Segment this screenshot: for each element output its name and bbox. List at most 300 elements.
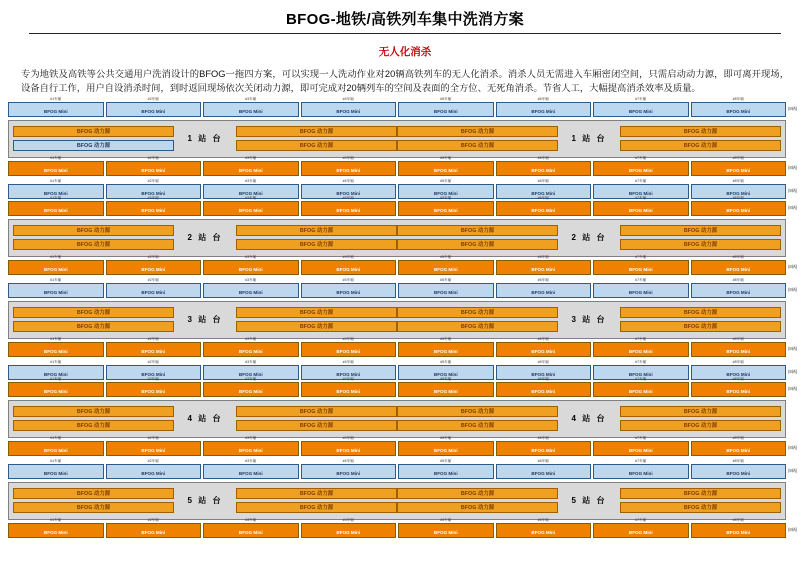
train-car: [8, 336, 104, 357]
train-car: [301, 96, 397, 117]
car-device-label: BFOG Mini: [531, 167, 556, 173]
power-column: [397, 486, 558, 516]
platform-name: 5 站 台: [187, 496, 223, 506]
car-device-label: BFOG Mini: [726, 207, 751, 213]
train-left: [8, 458, 786, 479]
car-device-label: BFOG Mini: [726, 289, 751, 295]
car-number: #5车厢: [440, 359, 452, 364]
train-car: [203, 458, 299, 479]
train-row-tag: (8辆): [788, 188, 798, 194]
car-number: #5车厢: [440, 96, 452, 101]
train-car: [301, 277, 397, 298]
train-row-tag: (8辆): [788, 287, 798, 293]
car-number: #2车厢: [147, 178, 159, 183]
train-left: [8, 195, 786, 216]
car-device-label: BFOG Mini: [628, 190, 653, 196]
car-device-label: BFOG Mini: [336, 108, 361, 114]
car-device-label: BFOG Mini: [141, 207, 166, 213]
train-car: [301, 336, 397, 357]
train-left: [8, 155, 786, 176]
power-source-bar: BFOG 动力源: [13, 321, 174, 332]
car-number: #1车厢: [50, 435, 62, 440]
train-left: [8, 517, 786, 538]
car-number: #3车厢: [245, 254, 257, 259]
car-device-label: BFOG Mini: [238, 167, 263, 173]
train-car: [203, 155, 299, 176]
car-device-label: BFOG Mini: [531, 108, 556, 114]
car-number: #7车厢: [635, 359, 647, 364]
platform-half-right: [397, 223, 781, 253]
power-source-bar: BFOG 动力源: [620, 140, 781, 151]
train-row: [8, 254, 804, 275]
car-device-label: BFOG Mini: [433, 447, 458, 453]
power-source-bar: BFOG 动力源: [397, 126, 558, 137]
car-device-label: BFOG Mini: [336, 207, 361, 213]
car-number: #5车厢: [440, 277, 452, 282]
power-column: [236, 223, 397, 253]
car-device-label: BFOG Mini: [726, 447, 751, 453]
train-car: [496, 195, 592, 216]
train-row: [8, 435, 804, 456]
car-device-label: BFOG Mini: [238, 348, 263, 354]
car-number: #4车厢: [342, 376, 354, 381]
train-car: [203, 376, 299, 397]
car-device-label: BFOG Mini: [726, 190, 751, 196]
car-number: #4车厢: [342, 254, 354, 259]
car-device-label: BFOG Mini: [531, 190, 556, 196]
car-device-label: BFOG Mini: [238, 371, 263, 377]
car-device-label: BFOG Mini: [433, 289, 458, 295]
train-car: [496, 517, 592, 538]
car-number: #3车厢: [245, 376, 257, 381]
car-number: #7车厢: [635, 376, 647, 381]
car-number: #6车厢: [537, 336, 549, 341]
car-number: #2车厢: [147, 254, 159, 259]
car-number: #1车厢: [50, 254, 62, 259]
train-car: [593, 155, 689, 176]
platform-row: [8, 482, 804, 520]
train-car: [496, 458, 592, 479]
train-car: [8, 254, 104, 275]
train-car: [691, 517, 787, 538]
train-car: [398, 517, 494, 538]
train-car: [106, 96, 202, 117]
train-car: [593, 254, 689, 275]
car-device-label: BFOG Mini: [433, 371, 458, 377]
power-source-bar: BFOG 动力源: [397, 488, 558, 499]
power-column: [13, 223, 174, 253]
power-source-bar: BFOG 动力源: [13, 502, 174, 513]
power-source-bar: BFOG 动力源: [620, 420, 781, 431]
car-device-label: BFOG Mini: [43, 447, 68, 453]
train-car: [8, 435, 104, 456]
car-number: #1车厢: [50, 458, 62, 463]
train-row-tag: (8辆): [788, 468, 798, 474]
train-car: [106, 458, 202, 479]
car-number: #7车厢: [635, 96, 647, 101]
car-number: #8车厢: [732, 458, 744, 463]
power-source-bar: BFOG 动力源: [620, 239, 781, 250]
car-number: #3车厢: [245, 435, 257, 440]
car-device-label: BFOG Mini: [141, 266, 166, 272]
train-car: [301, 517, 397, 538]
train-car: [691, 96, 787, 117]
platform-half-right: [397, 124, 781, 154]
train-car: [593, 96, 689, 117]
car-number: #8车厢: [732, 195, 744, 200]
power-column: [397, 124, 558, 154]
car-device-label: BFOG Mini: [531, 289, 556, 295]
car-number: #4车厢: [342, 155, 354, 160]
car-device-label: BFOG Mini: [141, 167, 166, 173]
train-row-tag: (8辆): [788, 346, 798, 352]
train-row: [8, 277, 804, 298]
power-source-bar: BFOG 动力源: [236, 307, 397, 318]
car-device-label: BFOG Mini: [628, 207, 653, 213]
platform-name: 5 站 台: [571, 496, 607, 506]
car-number: #7车厢: [635, 277, 647, 282]
train-car: [496, 277, 592, 298]
car-number: #4车厢: [342, 435, 354, 440]
car-device-label: BFOG Mini: [628, 108, 653, 114]
car-number: #8车厢: [732, 254, 744, 259]
platform-block: [8, 400, 786, 438]
train-car: [301, 195, 397, 216]
car-number: #8车厢: [732, 359, 744, 364]
platform-name: 2 站 台: [187, 233, 223, 243]
car-device-label: BFOG Mini: [628, 529, 653, 535]
train-car: [593, 195, 689, 216]
train-car: [301, 458, 397, 479]
train-row-tag: (8辆): [788, 527, 798, 533]
car-number: #6车厢: [537, 359, 549, 364]
power-column: [620, 223, 781, 253]
platform-row: [8, 400, 804, 438]
car-device-label: BFOG Mini: [726, 348, 751, 354]
train-car: [8, 96, 104, 117]
train-car: [398, 96, 494, 117]
train-car: [691, 277, 787, 298]
car-device-label: BFOG Mini: [433, 190, 458, 196]
train-row: [8, 376, 804, 397]
car-number: #6车厢: [537, 96, 549, 101]
power-source-bar: BFOG 动力源: [236, 406, 397, 417]
train-car: [496, 254, 592, 275]
train-car: [106, 336, 202, 357]
car-device-label: BFOG Mini: [141, 388, 166, 394]
train-car: [691, 254, 787, 275]
car-number: #5车厢: [440, 336, 452, 341]
car-device-label: BFOG Mini: [628, 266, 653, 272]
car-number: #1车厢: [50, 195, 62, 200]
train-car: [301, 435, 397, 456]
car-number: #7车厢: [635, 458, 647, 463]
train-car: [106, 517, 202, 538]
car-number: #7车厢: [635, 178, 647, 183]
car-number: #1车厢: [50, 277, 62, 282]
train-car: [301, 254, 397, 275]
train-car: [593, 277, 689, 298]
train-car: [203, 254, 299, 275]
car-device-label: BFOG Mini: [238, 447, 263, 453]
power-source-bar: BFOG 动力源: [236, 502, 397, 513]
car-device-label: BFOG Mini: [726, 266, 751, 272]
car-device-label: BFOG Mini: [628, 289, 653, 295]
power-column: [620, 305, 781, 335]
car-number: #3车厢: [245, 195, 257, 200]
platform-name: 4 站 台: [187, 414, 223, 424]
power-source-bar: BFOG 动力源: [397, 321, 558, 332]
car-number: #4车厢: [342, 178, 354, 183]
train-row-tag: (8辆): [788, 445, 798, 451]
train-car: [203, 336, 299, 357]
train-car: [691, 336, 787, 357]
platform-half-right: [397, 486, 781, 516]
car-device-label: BFOG Mini: [531, 348, 556, 354]
car-number: #1车厢: [50, 336, 62, 341]
car-device-label: BFOG Mini: [336, 529, 361, 535]
car-device-label: BFOG Mini: [433, 108, 458, 114]
power-source-bar: BFOG 动力源: [13, 488, 174, 499]
car-device-label: BFOG Mini: [336, 190, 361, 196]
train-car: [398, 376, 494, 397]
car-device-label: BFOG Mini: [43, 371, 68, 377]
car-number: #8车厢: [732, 155, 744, 160]
train-car: [593, 376, 689, 397]
title-divider: [29, 33, 781, 34]
train-car: [496, 435, 592, 456]
train-row: [8, 195, 804, 216]
car-device-label: BFOG Mini: [726, 470, 751, 476]
car-number: #1车厢: [50, 517, 62, 522]
platform-name: 4 站 台: [571, 414, 607, 424]
car-device-label: BFOG Mini: [43, 207, 68, 213]
car-number: #5车厢: [440, 178, 452, 183]
train-row: [8, 458, 804, 479]
platform-block: [8, 219, 786, 257]
car-device-label: BFOG Mini: [531, 529, 556, 535]
car-number: #4车厢: [342, 277, 354, 282]
platform-name: 1 站 台: [187, 134, 223, 144]
power-source-bar: BFOG 动力源: [620, 307, 781, 318]
car-number: #6车厢: [537, 376, 549, 381]
platform-row: [8, 120, 804, 158]
car-device-label: BFOG Mini: [43, 289, 68, 295]
power-source-bar: BFOG 动力源: [13, 307, 174, 318]
car-device-label: BFOG Mini: [531, 388, 556, 394]
car-device-label: BFOG Mini: [628, 447, 653, 453]
power-source-bar: BFOG 动力源: [397, 406, 558, 417]
power-source-bar: BFOG 动力源: [236, 239, 397, 250]
train-car: [203, 195, 299, 216]
platform-half-right: [397, 305, 781, 335]
car-number: #7车厢: [635, 155, 647, 160]
train-row-tag: (8辆): [788, 386, 798, 392]
power-source-bar: BFOG 动力源: [620, 321, 781, 332]
car-device-label: BFOG Mini: [141, 348, 166, 354]
power-source-bar: BFOG 动力源: [13, 126, 174, 137]
car-number: #5车厢: [440, 195, 452, 200]
train-left: [8, 376, 786, 397]
train-row: [8, 155, 804, 176]
car-number: #6车厢: [537, 254, 549, 259]
platform-half-left: [13, 124, 397, 154]
train-row: [8, 96, 804, 117]
car-number: #4车厢: [342, 195, 354, 200]
power-column: [13, 124, 174, 154]
platform-name: 1 站 台: [571, 134, 607, 144]
car-device-label: BFOG Mini: [433, 167, 458, 173]
car-number: #3车厢: [245, 178, 257, 183]
car-device-label: BFOG Mini: [531, 371, 556, 377]
car-device-label: BFOG Mini: [336, 266, 361, 272]
car-device-label: BFOG Mini: [726, 388, 751, 394]
train-car: [398, 195, 494, 216]
car-device-label: BFOG Mini: [433, 207, 458, 213]
train-car: [106, 376, 202, 397]
power-column: [620, 486, 781, 516]
car-number: #2车厢: [147, 155, 159, 160]
car-device-label: BFOG Mini: [43, 388, 68, 394]
car-number: #3车厢: [245, 458, 257, 463]
train-left: [8, 277, 786, 298]
power-source-bar: BFOG 动力源: [236, 420, 397, 431]
car-number: #6车厢: [537, 458, 549, 463]
platform-name: 3 站 台: [187, 315, 223, 325]
power-source-bar: BFOG 动力源: [397, 225, 558, 236]
power-source-bar: BFOG 动力源: [236, 321, 397, 332]
train-car: [398, 336, 494, 357]
car-device-label: BFOG Mini: [336, 371, 361, 377]
car-device-label: BFOG Mini: [43, 529, 68, 535]
car-device-label: BFOG Mini: [141, 529, 166, 535]
car-device-label: BFOG Mini: [433, 470, 458, 476]
car-device-label: BFOG Mini: [726, 167, 751, 173]
power-source-bar: BFOG 动力源: [236, 225, 397, 236]
car-number: #4车厢: [342, 336, 354, 341]
train-car: [203, 517, 299, 538]
train-row-tag: (8辆): [788, 165, 798, 171]
train-car: [593, 336, 689, 357]
power-column: [236, 486, 397, 516]
car-number: #8车厢: [732, 96, 744, 101]
platform-half-right: [397, 404, 781, 434]
car-device-label: BFOG Mini: [628, 371, 653, 377]
car-number: #8车厢: [732, 336, 744, 341]
power-source-bar: BFOG 动力源: [397, 420, 558, 431]
train-car: [691, 458, 787, 479]
car-number: #1车厢: [50, 376, 62, 381]
train-car: [398, 254, 494, 275]
train-car: [8, 277, 104, 298]
train-car: [203, 435, 299, 456]
car-number: #2车厢: [147, 376, 159, 381]
car-device-label: BFOG Mini: [238, 470, 263, 476]
train-left: [8, 435, 786, 456]
car-device-label: BFOG Mini: [433, 529, 458, 535]
train-left: [8, 96, 786, 117]
car-number: #3车厢: [245, 96, 257, 101]
train-car: [8, 517, 104, 538]
car-device-label: BFOG Mini: [336, 289, 361, 295]
car-number: #4车厢: [342, 359, 354, 364]
car-device-label: BFOG Mini: [238, 108, 263, 114]
train-car: [8, 195, 104, 216]
train-row: [8, 336, 804, 357]
car-number: #5车厢: [440, 458, 452, 463]
power-source-bar: BFOG 动力源: [620, 488, 781, 499]
power-source-bar: BFOG 动力源: [397, 239, 558, 250]
car-device-label: BFOG Mini: [141, 190, 166, 196]
car-number: #3车厢: [245, 277, 257, 282]
car-number: #1车厢: [50, 96, 62, 101]
car-device-label: BFOG Mini: [141, 470, 166, 476]
train-car: [8, 155, 104, 176]
car-device-label: BFOG Mini: [628, 470, 653, 476]
car-device-label: BFOG Mini: [726, 108, 751, 114]
power-column: [620, 124, 781, 154]
power-source-bar: BFOG 动力源: [620, 126, 781, 137]
train-row: [8, 517, 804, 538]
train-car: [203, 96, 299, 117]
train-car: [106, 195, 202, 216]
car-device-label: BFOG Mini: [43, 470, 68, 476]
car-number: #4车厢: [342, 458, 354, 463]
car-device-label: BFOG Mini: [141, 371, 166, 377]
description-text: 专为地铁及高铁等公共交通用户洗消设计的BFOG一拖四方案，可以实现一人洗动作业对20辆高铁列车的无人化消杀。消杀人员无需进入车厢密闭空间，只需启动动力源，即可离开现场，设备自行工作，用户自设消杀时间，到时返回现场依次关闭动力源，即可完成对20辆列车的空间及表面的全方位、无死角消杀。节省人工，大幅提高消杀效率及质量。: [21, 69, 789, 94]
train-car: [203, 277, 299, 298]
car-number: #7车厢: [635, 195, 647, 200]
car-device-label: BFOG Mini: [531, 266, 556, 272]
car-device-label: BFOG Mini: [238, 529, 263, 535]
power-source-bar: BFOG 动力源: [236, 488, 397, 499]
car-device-label: BFOG Mini: [141, 447, 166, 453]
page-title: BFOG-地铁/高铁列车集中洗消方案: [286, 11, 524, 28]
train-car: [301, 376, 397, 397]
train-row-tag: (8辆): [788, 264, 798, 270]
power-source-bar: BFOG 动力源: [397, 307, 558, 318]
car-number: #8车厢: [732, 376, 744, 381]
train-car: [398, 155, 494, 176]
power-source-bar: BFOG 动力源: [13, 140, 174, 151]
power-column: [236, 124, 397, 154]
car-device-label: BFOG Mini: [336, 470, 361, 476]
train-car: [398, 435, 494, 456]
power-column: [13, 486, 174, 516]
car-number: #1车厢: [50, 359, 62, 364]
train-car: [593, 458, 689, 479]
car-device-label: BFOG Mini: [238, 388, 263, 394]
car-number: #1车厢: [50, 178, 62, 183]
car-device-label: BFOG Mini: [531, 470, 556, 476]
car-number: #2车厢: [147, 277, 159, 282]
power-source-bar: BFOG 动力源: [397, 140, 558, 151]
platform-block: [8, 482, 786, 520]
car-device-label: BFOG Mini: [336, 348, 361, 354]
train-car: [301, 155, 397, 176]
train-car: [691, 155, 787, 176]
platform-name: 3 站 台: [571, 315, 607, 325]
power-column: [397, 223, 558, 253]
train-car: [691, 195, 787, 216]
power-column: [620, 404, 781, 434]
train-car: [496, 155, 592, 176]
platform-block: [8, 120, 786, 158]
power-column: [13, 305, 174, 335]
car-number: #2车厢: [147, 458, 159, 463]
train-car: [496, 376, 592, 397]
train-row-tag: (8辆): [788, 369, 798, 375]
